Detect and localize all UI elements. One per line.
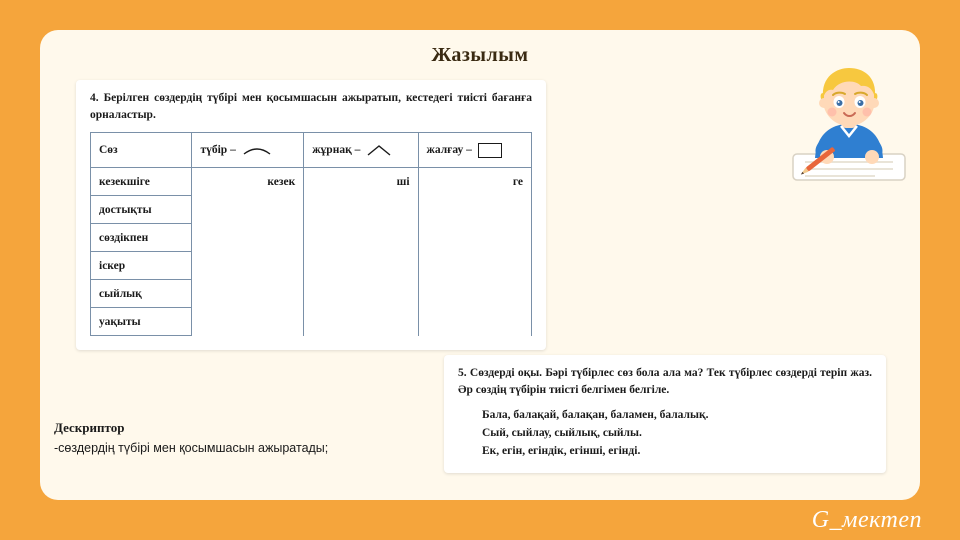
- table-row: [91, 280, 532, 308]
- table-row: [91, 196, 532, 224]
- descriptor-block: [54, 420, 434, 455]
- task-5-instruction: 5. Сөздерді оқы. Бәрі түбірлес сөз бола ала ма? Тек түбірлес сөздерді теріп жаз. Әр сөздің түбірін тиісті белгімен белгіле.: [458, 367, 872, 397]
- cell-ending[interactable]: [418, 280, 531, 308]
- table-header-root-label: түбір –: [200, 144, 236, 156]
- cell-ending[interactable]: [418, 308, 531, 336]
- arc-icon: [242, 144, 272, 156]
- content-card: [40, 30, 920, 500]
- cell-root[interactable]: [192, 280, 304, 308]
- cell-root[interactable]: [192, 308, 304, 336]
- table-header-word-label: Сөз: [99, 144, 118, 156]
- cell-word: кезекшіге: [91, 168, 192, 196]
- cell-ending[interactable]: [418, 196, 531, 224]
- cell-root[interactable]: [192, 252, 304, 280]
- table-header-root: [192, 133, 304, 168]
- cell-suffix[interactable]: [304, 224, 418, 252]
- task-5-line: Бала, балақай, балақан, баламен, балалық.: [482, 409, 709, 421]
- task-4-instruction: 4. Берілген сөздердің түбірі мен қосымшасын ажыратып, кестедегі тиісті бағанға орналастыр.: [90, 92, 532, 122]
- table-header-suffix-label: жұрнақ –: [312, 144, 361, 156]
- cell-root[interactable]: [192, 196, 304, 224]
- cell-word: іскер: [91, 252, 192, 280]
- task-5-word-lines: [482, 407, 708, 460]
- descriptor-item: -сөздердің түбірі мен қосымшасын ажыратады;: [54, 441, 329, 455]
- task-5-line: Ек, егін, егіндік, егінші, егінді.: [482, 444, 641, 457]
- descriptor-title: Дескриптор: [54, 420, 125, 435]
- table-header-word: [91, 133, 192, 168]
- cell-word: уақыты: [91, 308, 192, 336]
- cell-root[interactable]: [192, 224, 304, 252]
- table-row: [91, 252, 532, 280]
- table-body: [91, 168, 532, 336]
- page-title: Жазылым: [431, 44, 529, 66]
- cell-suffix[interactable]: [304, 196, 418, 224]
- cell-suffix[interactable]: [304, 252, 418, 280]
- rectangle-icon: [478, 143, 502, 158]
- cell-word: сыйлық: [91, 280, 192, 308]
- task-5-line: Сый, сыйлау, сыйлық, сыйлы.: [482, 426, 642, 439]
- cell-suffix[interactable]: ші: [304, 168, 418, 196]
- cell-word: достықты: [91, 196, 192, 224]
- watermark: G_мектеп: [811, 507, 922, 533]
- table-header-ending: [418, 133, 531, 168]
- cell-word: сөздікпен: [91, 224, 192, 252]
- table-row: [91, 308, 532, 336]
- cell-ending[interactable]: [418, 252, 531, 280]
- peak-icon: [366, 144, 392, 156]
- cell-root[interactable]: кезек: [192, 168, 304, 196]
- task-4-table: [90, 132, 532, 336]
- cell-suffix[interactable]: [304, 280, 418, 308]
- cell-suffix[interactable]: [304, 308, 418, 336]
- table-header-ending-label: жалғау –: [426, 144, 472, 156]
- task-4-panel: [76, 80, 546, 350]
- table-row: [91, 168, 532, 196]
- cell-ending[interactable]: [418, 224, 531, 252]
- table-row: [91, 224, 532, 252]
- cell-ending[interactable]: ге: [418, 168, 531, 196]
- boy-writing-illustration: [775, 58, 923, 198]
- task-5-panel: [444, 355, 886, 473]
- table-header-suffix: [304, 133, 418, 168]
- table-header-row: [91, 133, 532, 168]
